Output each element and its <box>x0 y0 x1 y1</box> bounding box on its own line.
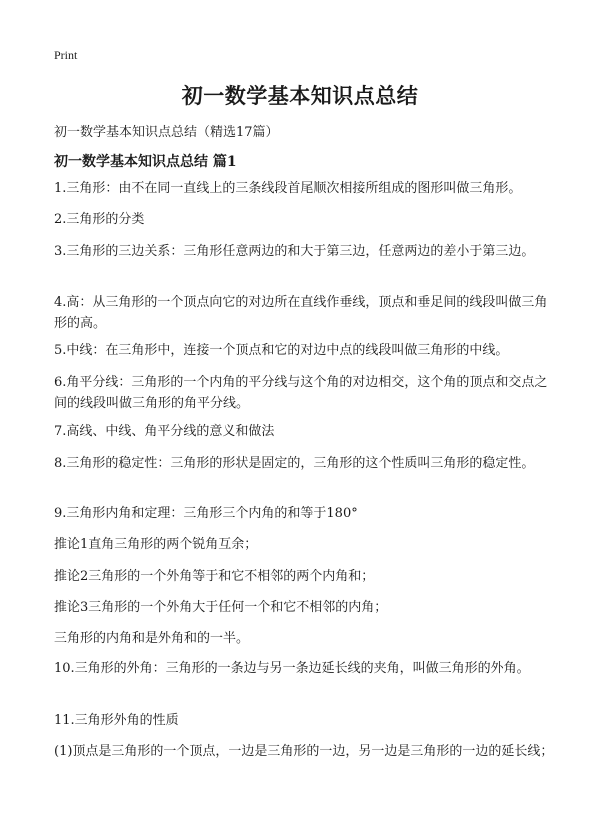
document-subtitle: 初一数学基本知识点总结（精选17篇） <box>54 125 279 140</box>
paragraph-1: 1.三角形：由不在同一直线上的三条线段首尾顺次相接所组成的图形叫做三角形。 <box>54 181 522 196</box>
section-heading: 初一数学基本知识点总结 篇1 <box>54 154 237 170</box>
paragraph-16: (1)顶点是三角形的一个顶点，一边是三角形的一边，另一边是三角形的一边的延长线； <box>54 744 554 759</box>
paragraph-12: 推论3三角形的一个外角大于任何一个和它不相邻的内角； <box>54 600 388 615</box>
paragraph-5: 5.中线：在三角形中，连接一个顶点和它的对边中点的线段叫做三角形的中线。 <box>54 343 509 358</box>
print-label[interactable]: Print <box>54 48 78 62</box>
paragraph-6: 6.角平分线：三角形的一个内角的平分线与这个角的对边相交，这个角的顶点和交点之间的线段叫做三角形的角平分线。 <box>54 375 548 411</box>
paragraph-11: 推论2三角形的一个外角等于和它不相邻的两个内角和； <box>54 569 375 584</box>
paragraph-7: 7.高线、中线、角平分线的意义和做法 <box>54 424 275 439</box>
paragraph-4: 4.高：从三角形的一个顶点向它的对边所在直线作垂线，顶点和垂足间的线段叫做三角形的高。 <box>54 295 548 331</box>
paragraph-2: 2.三角形的分类 <box>54 212 145 227</box>
paragraph-9: 9.三角形内角和定理：三角形三个内角的和等于180° <box>54 506 358 521</box>
paragraph-10: 推论1直角三角形的两个锐角互余； <box>54 537 258 552</box>
paragraph-14: 10.三角形的外角：三角形的一条边与另一条边延长线的夹角，叫做三角形的外角。 <box>54 661 530 676</box>
paragraph-3: 3.三角形的三边关系：三角形任意两边的和大于第三边，任意两边的差小于第三边。 <box>54 244 535 259</box>
document-title: 初一数学基本知识点总结 <box>181 84 419 108</box>
paragraph-15: 11.三角形外角的性质 <box>54 713 179 728</box>
paragraph-8: 8.三角形的稳定性：三角形的形状是固定的，三角形的这个性质叫三角形的稳定性。 <box>54 456 535 471</box>
paragraph-13: 三角形的内角和是外角和的一半。 <box>54 631 250 646</box>
